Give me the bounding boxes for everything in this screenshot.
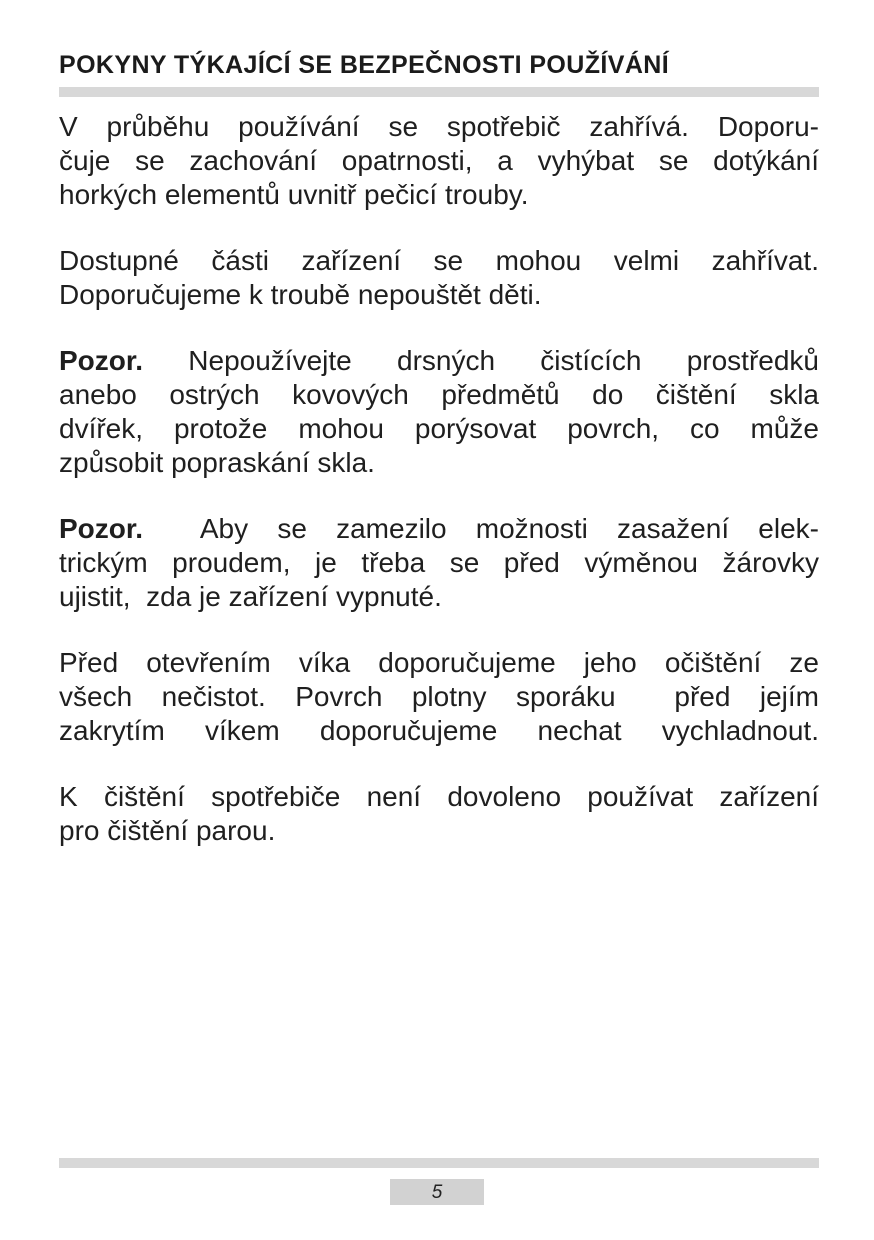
text-line: čuje se zachování opatrnosti, a vyhýbat se dotýkání bbox=[59, 145, 819, 176]
text-line: trickým proudem, je třeba se před výměnou žárovky bbox=[59, 547, 819, 578]
paragraph bbox=[59, 646, 819, 748]
body-paragraphs bbox=[59, 110, 819, 880]
paragraph bbox=[59, 110, 819, 212]
text-line: K čištění spotřebiče není dovoleno používat zařízení bbox=[59, 781, 819, 812]
text-line: Doporučujeme k troubě nepouštět děti. bbox=[59, 279, 542, 310]
text-line: pro čištění parou. bbox=[59, 815, 276, 846]
text-line: dvířek, protože mohou porýsovat povrch, co může bbox=[59, 413, 819, 444]
paragraph-lead: Pozor. bbox=[59, 513, 144, 544]
text-line: Před otevřením víka doporučujeme jeho očištění ze bbox=[59, 647, 819, 678]
paragraph bbox=[59, 244, 819, 312]
text-line: anebo ostrých kovových předmětů do čištění skla bbox=[59, 379, 819, 410]
text-line: ujistit, zda je zařízení vypnuté. bbox=[59, 581, 442, 612]
header-rule bbox=[59, 87, 819, 97]
paragraph-lead: Pozor. bbox=[59, 345, 144, 376]
paragraph bbox=[59, 512, 819, 614]
text-line: zakrytím víkem doporučujeme nechat vychladnout. bbox=[59, 715, 819, 746]
text-line: V průběhu používání se spotřebič zahřívá. Doporu- bbox=[59, 111, 819, 142]
text-line: Pozor. Aby se zamezilo možnosti zasažení elek- bbox=[59, 513, 819, 544]
text-line: Dostupné části zařízení se mohou velmi zahřívat. bbox=[59, 245, 819, 276]
paragraph bbox=[59, 780, 819, 848]
page-title: POKYNY TÝKAJÍCÍ SE BEZPEČNOSTI POUŽÍVÁNÍ bbox=[59, 51, 670, 79]
text-line: Pozor. Nepoužívejte drsných čistících prostředků bbox=[59, 345, 819, 376]
page-number: 5 bbox=[431, 1181, 443, 1203]
footer-rule bbox=[59, 1158, 819, 1168]
text-line: všech nečistot. Povrch plotny sporáku před jejím bbox=[59, 681, 819, 712]
page-number-box bbox=[390, 1179, 484, 1205]
text-line: způsobit popraskání skla. bbox=[59, 447, 375, 478]
text-line: horkých elementů uvnitř pečicí trouby. bbox=[59, 179, 529, 210]
paragraph bbox=[59, 344, 819, 480]
